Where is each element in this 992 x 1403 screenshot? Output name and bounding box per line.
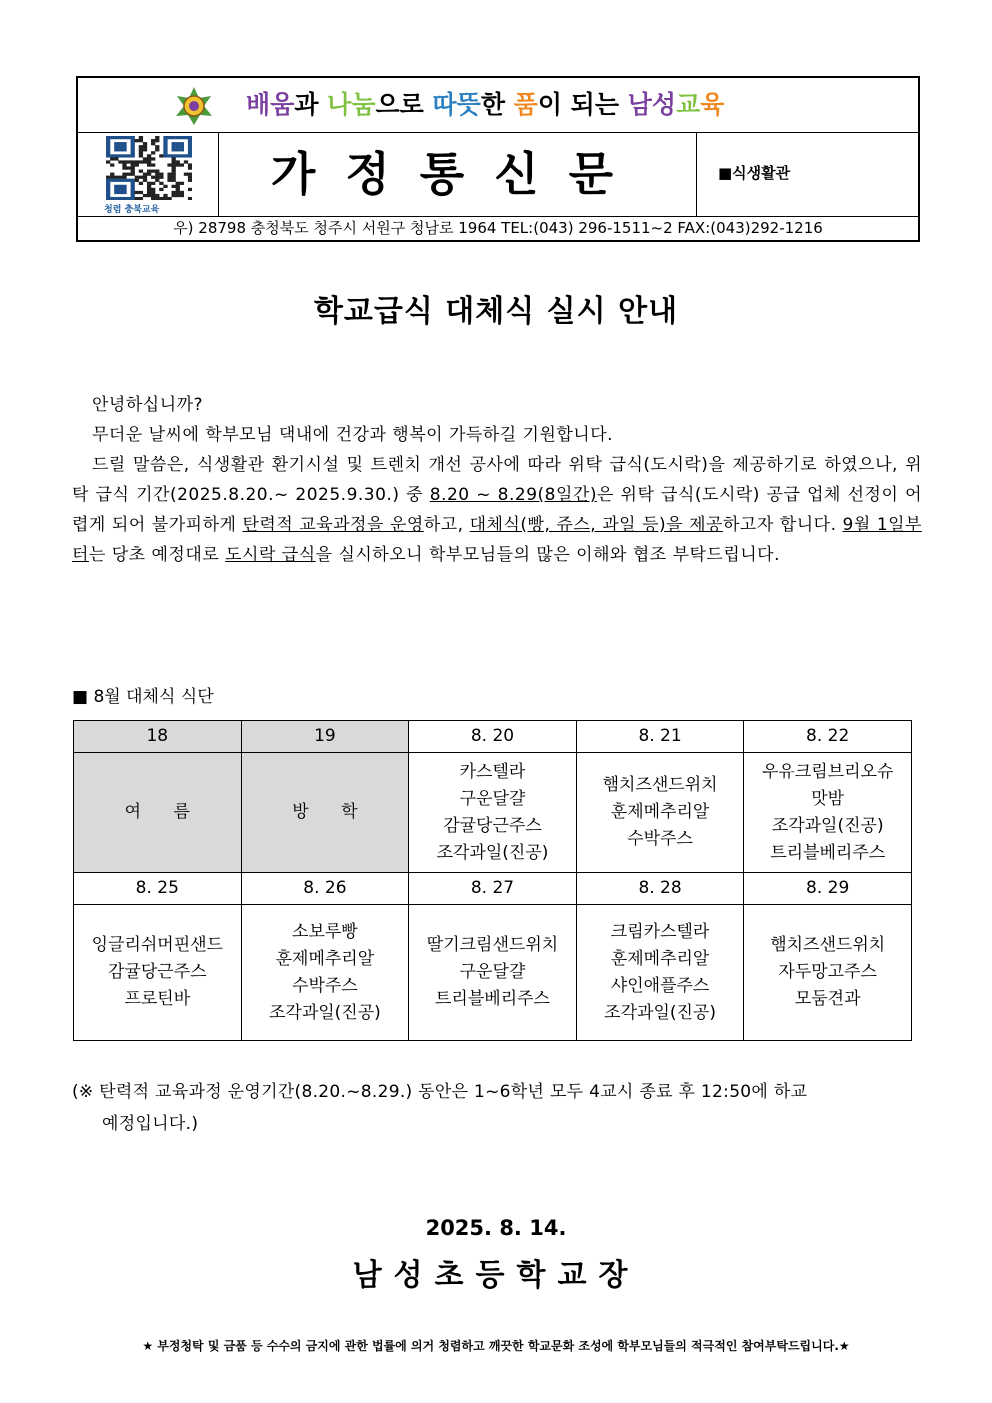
lunchbox-highlight: 도시락 급식 (225, 545, 316, 565)
qr-caption: 청렴 충북교육 (104, 205, 160, 215)
slogan-segment: 따뜻 (432, 90, 481, 119)
slogan-segment: 육 (700, 90, 725, 119)
newsletter-header (76, 76, 920, 242)
slogan-segment: 한 (480, 90, 514, 119)
menu-items-cell (409, 753, 577, 873)
slogan-segment: 나눔 (327, 90, 376, 119)
menu-item: 트리블베리주스 (770, 842, 886, 863)
slogan-segment: 과 (294, 90, 328, 119)
menu-item: 구운달걀 (459, 962, 526, 982)
menu-date-cell: 8. 21 (576, 721, 744, 753)
menu-item: 수박주스 (627, 829, 693, 849)
principal-signature: 남성초등학교장 (352, 1258, 640, 1293)
slogan-segment: 으로 (375, 90, 433, 119)
school-address: 우) 28798 충청북도 청주시 서원구 청남로 1964 TEL:(043) 296-1511~2 FAX:(043)292-1216 (173, 219, 823, 237)
school-emblem-icon (174, 86, 214, 126)
main-paragraph (72, 450, 922, 570)
slogan-segment: 교 (676, 90, 701, 119)
menu-item: 감귤당근주스 (108, 962, 207, 982)
week1-menu-row (74, 753, 912, 873)
newsletter-title: 가정통신문 (218, 132, 697, 216)
menu-item: 트리블베리주스 (435, 989, 550, 1009)
menu-items-cell (241, 905, 409, 1041)
menu-item: 방 학 (292, 802, 358, 822)
slogan-row (78, 78, 918, 133)
paragraph-text: 는 당초 예정대로 (88, 545, 226, 565)
menu-items-cell (576, 905, 744, 1041)
substitute-menu-table (73, 720, 912, 1041)
menu-date-cell: 8. 27 (409, 873, 577, 905)
menu-item: 잉글리쉬머핀샌드 (91, 935, 223, 955)
department-label: ■식생활관 (718, 164, 791, 182)
menu-item: 훈제메추리알 (610, 802, 710, 822)
menu-item: 구운달걀 (459, 788, 526, 809)
slogan-segment: 배움 (246, 90, 295, 119)
menu-items-cell (409, 905, 577, 1041)
greeting: 안녕하십니까? (92, 395, 204, 415)
menu-date-cell: 8. 22 (744, 721, 912, 753)
flexible-curriculum-highlight: 탄력적 교육과정을 운영 (242, 515, 424, 535)
menu-items-cell (74, 753, 242, 873)
slogan-segment: 이 되는 (537, 90, 628, 119)
paragraph-text: 하고, (423, 515, 470, 535)
week2-menu-row (74, 905, 912, 1041)
menu-item: 모둠견과 (794, 989, 861, 1009)
week1-date-row (74, 721, 912, 753)
wish-line: 무더운 날씨에 학부모님 댁내에 건강과 행복이 가득하길 기원합니다. (92, 425, 614, 445)
qr-code-icon (106, 136, 192, 200)
menu-items-cell (576, 753, 744, 873)
menu-items-cell (74, 905, 242, 1041)
week2-date-row (74, 873, 912, 905)
menu-item: 훈제메추리알 (610, 948, 710, 969)
menu-date-cell: 8. 28 (576, 873, 744, 905)
slogan-segment: 품 (513, 90, 538, 119)
menu-item: 카스텔라 (459, 761, 526, 782)
menu-item: 조각과일(진공) (268, 1002, 381, 1023)
title-row (78, 132, 918, 217)
menu-date-cell: 8. 25 (74, 873, 242, 905)
menu-items-cell (744, 905, 912, 1041)
menu-date-cell: 19 (241, 721, 409, 753)
menu-item: 소보루빵 (292, 921, 358, 942)
september-highlight: 9월 1일부터 (72, 515, 922, 565)
menu-item: 수박주스 (292, 975, 358, 996)
letter-body (72, 390, 922, 570)
menu-item: 감귤당근주스 (443, 815, 542, 836)
menu-item: 조각과일(진공) (604, 1002, 716, 1023)
menu-date-cell: 8. 20 (409, 721, 577, 753)
paragraph-text: 은 위탁 급식(도시락) 공급 업체 선정이 어렵게 되어 불가피하게 (72, 485, 922, 535)
menu-item: 햄치즈샌드위치 (602, 775, 718, 795)
school-slogan (246, 88, 724, 122)
dismissal-note (72, 1076, 922, 1140)
period-highlight: 8.20 ~ 8.29(8일간) (429, 485, 597, 505)
menu-item: 프로틴바 (124, 989, 191, 1009)
menu-section-heading: ■ 8월 대체식 식단 (72, 687, 214, 707)
paragraph-text: 드릴 말씀은, 식생활관 환기시설 및 트렌치 개선 공사에 따라 위탁 급식(도시락)을 제공하기로 하였으나, 위탁 급식 기간(2025.8.20.~ 2025.9.30.) 중 (72, 455, 922, 505)
menu-item: 햄치즈샌드위치 (770, 935, 886, 955)
menu-item: 조각과일(진공) (436, 842, 549, 863)
note-line: (※ 탄력적 교육과정 운영기간(8.20.~8.29.) 동안은 1~6학년 모두 4교시 종료 후 12:50에 하교 (72, 1082, 808, 1102)
menu-item: 훈제메추리알 (275, 948, 375, 969)
integrity-footer: ★ 부정청탁 및 금품 등 수수의 금지에 관한 법률에 의거 청렴하고 깨끗한 학교문화 조성에 학부모님들의 적극적인 참여부탁드립니다.★ (142, 1339, 850, 1353)
issue-date: 2025. 8. 14. (425, 1216, 567, 1240)
menu-item: 딸기크림샌드위치 (426, 935, 559, 955)
menu-item: 조각과일(진공) (771, 815, 884, 836)
menu-item: 샤인애플주스 (610, 975, 710, 996)
qr-cell (78, 132, 219, 216)
menu-item: 맛밤 (811, 788, 845, 809)
paragraph-text: 을 실시하오니 학부모님들의 많은 이해와 협조 부탁드립니다. (315, 545, 781, 565)
slogan-segment: 남성 (627, 90, 676, 119)
document-title: 학교급식 대체식 실시 안내 (313, 294, 679, 329)
menu-items-cell (241, 753, 409, 873)
substitute-meal-highlight: 대체식(빵, 쥬스, 과일 등)을 제공 (469, 515, 723, 535)
menu-date-cell: 8. 29 (744, 873, 912, 905)
menu-date-cell: 8. 26 (241, 873, 409, 905)
menu-item: 우유크림브리오슈 (761, 761, 894, 782)
paragraph-text: 하고자 합니다. (722, 515, 843, 535)
menu-items-cell (744, 753, 912, 873)
menu-item: 크림카스텔라 (610, 921, 710, 942)
note-line: 예정입니다.) (102, 1114, 199, 1134)
menu-date-cell: 18 (74, 721, 242, 753)
menu-item: 여 름 (124, 802, 190, 822)
menu-item: 자두망고주스 (778, 962, 877, 982)
